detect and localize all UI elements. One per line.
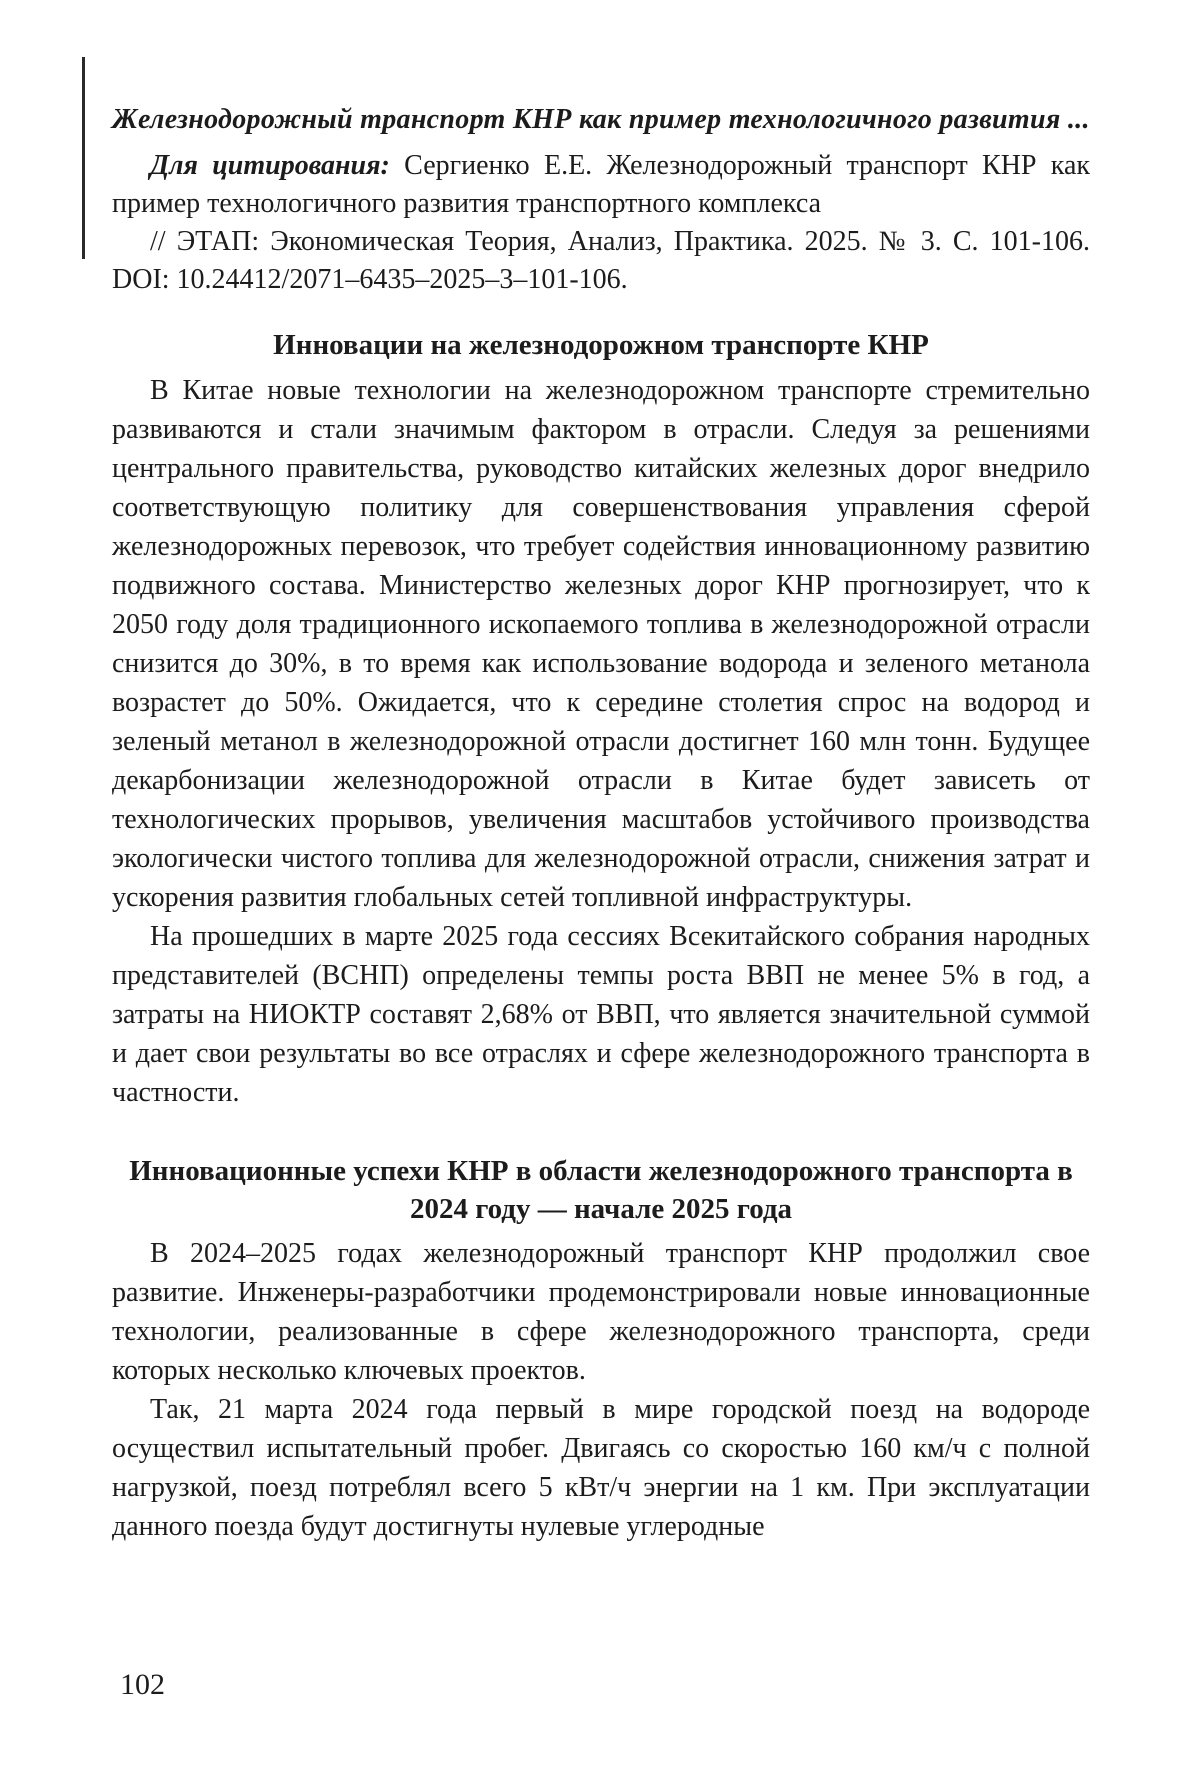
page-number: 102 bbox=[120, 1668, 165, 1701]
left-margin-rule bbox=[82, 57, 85, 259]
section-heading-successes: Инновационные успехи КНР в области железнодорожного транспорта в 2024 году — начале 2025 года bbox=[129, 1155, 1073, 1225]
page-content bbox=[112, 103, 1090, 1546]
paragraph: Так, 21 марта 2024 года первый в мире городской поезд на водороде осуществил испытательный пробег. Двигаясь со скоростью 160 км/ч с полной нагрузкой, поезд потреблял всего 5 кВт/ч энергии на 1 км. При эксплуатации данного поезда будут достигнуты нулевые углеродные bbox=[112, 1394, 1090, 1542]
citation-text: Сергиенко Е.Е. Железнодорожный транспорт КНР как пример технологичного развития транспортного комплекса bbox=[112, 150, 1090, 219]
section-heading-innovations: Инновации на железнодорожном транспорте КНР bbox=[273, 329, 929, 361]
paragraph: В Китае новые технологии на железнодорожном транспорте стремительно развиваются и стали значимым фактором в отрасли. Следуя за решениями центрального правительства, руководство китайских железных дорог внедрило соответствующую политику для совершенствования управления сферой железнодорожных перевозок, что требует содействия инновационному развитию подвижного состава. Министерство железных дорог КНР прогнозирует, что к 2050 году доля традиционного ископаемого топлива в железнодорожной отрасли снизится до 30%, в то время как использование водорода и зеленого метанола возрастет до 50%. Ожидается, что к середине столетия спрос на водород и зеленый метанол в железнодорожной отрасли достигнет 160 млн тонн. Будущее декарбонизации железнодорожной отрасли в Китае будет зависеть от технологических прорывов, увеличения масштабов устойчивого производства экологически чистого топлива для железнодорожной отрасли, снижения затрат и ускорения развития глобальных сетей топливной инфраструктуры. bbox=[112, 375, 1090, 913]
citation-label: Для цитирования: bbox=[150, 150, 390, 181]
paragraph: В 2024–2025 годах железнодорожный транспорт КНР продолжил свое развитие. Инженеры-разработчики продемонстрировали новые инновационные технологии, реализованные в сфере железнодорожного транспорта, среди которых несколько ключевых проектов. bbox=[112, 1238, 1090, 1386]
running-head-title: Железнодорожный транспорт КНР как пример технологичного развития ... bbox=[112, 104, 1090, 135]
paragraph: На прошедших в марте 2025 года сессиях Всекитайского собрания народных представителей (ВСНП) определены темпы роста ВВП не менее 5% в год, а затраты на НИОКТР составят 2,68% от ВВП, что является значительной суммой и дает свои результаты во все отраслях и сфере железнодорожного транспорта в частности. bbox=[112, 921, 1090, 1108]
citation-source: // ЭТАП: Экономическая Теория, Анализ, Практика. 2025. № 3. С. 101-106. DOI: 10.24412/2071–6435–2025–3–101-106. bbox=[112, 226, 1090, 295]
citation-block bbox=[112, 147, 1090, 299]
citation-line bbox=[112, 147, 1090, 223]
